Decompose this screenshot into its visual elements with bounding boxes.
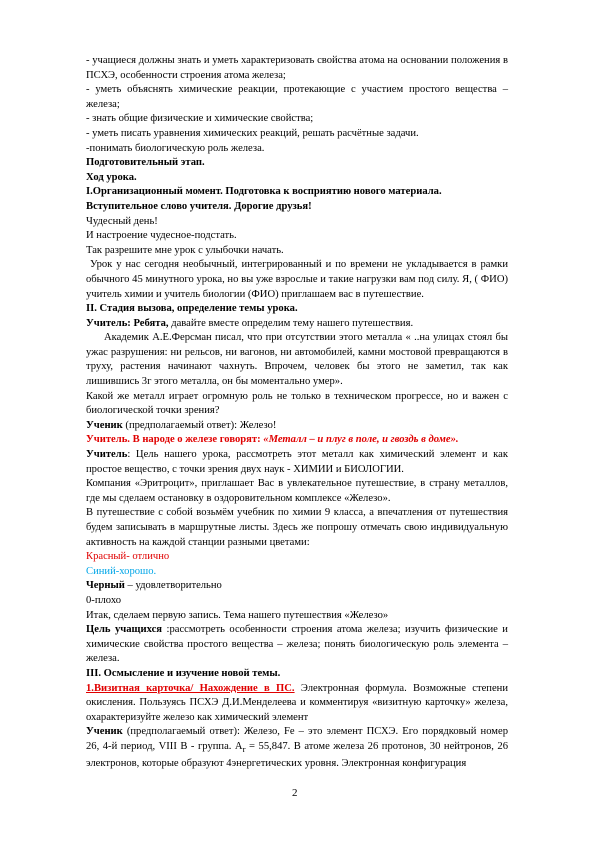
page-number: 2: [292, 787, 298, 799]
teacher-proverb-label: Учитель. В народе о железе говорят:: [86, 434, 264, 446]
teacher-goal-label: Учитель: [86, 449, 128, 461]
subscript-r: r: [242, 744, 246, 755]
heading-challenge-stage: II. Стадия вызова, определение темы урока.: [86, 303, 298, 315]
grade-black: [86, 579, 508, 594]
heading-organizational-moment: I.Организационный момент. Подготовка к восприятию нового материала.: [86, 186, 442, 198]
document-page: [86, 54, 508, 771]
intro-paragraph: Урок у нас сегодня необычный, интегрированный и по времени не укладывается в рамки обычного 45 минутного урока, но вы уже взрослые и такие нагрузки вам под силу. Я, ( ФИО) учитель химии и учитель биологии (ФИО) приглашаем вас в путешествие.: [86, 259, 508, 300]
heading-lesson-flow: Ход урока.: [86, 171, 137, 183]
poem-line-3: Так разрешите мне урок с улыбочки начать.: [86, 244, 284, 256]
company-invitation: Компания «Эритроцит», приглашает Вас в увлекательное путешествие, в страну металлов, где мы сделаем остановку в оздоровительном комплексе «Железо».: [86, 478, 508, 504]
students-goal: [86, 623, 508, 667]
student-answer-2-text: (предполагаемый ответ): Железо, Fe – это элемент ПСХЭ. Его порядковый номер 26, 4-й период, VIII В - группа. A: [86, 726, 508, 752]
poem-line-2: И настроение чудесное-подстать.: [86, 230, 237, 242]
student-answer-2-rest: = 55,847. В атоме железа 26 протонов, 30 нейтронов, 26 электронов, которые образуют 4энергетических уровня. Электронная конфигурация: [86, 740, 509, 769]
proverb-text: «Металл – и плуг в поле, и гвоздь в доме».: [263, 434, 459, 446]
teacher-topic-text: давайте вместе определим тему нашего путешествия.: [168, 317, 414, 329]
heading-new-topic: III. Осмысление и изучение новой темы.: [86, 667, 281, 679]
grade-black-label: Черный: [86, 580, 125, 592]
journey-instructions: В путешествие с собой возьмём учебник по химии 9 класса, а впечатления от путешествия будем записывать в маршрутные листы. Здесь же попрошу отмечать свою индивидуальную активность на каждой станции разными цветами:: [86, 507, 508, 548]
business-card-task: [86, 682, 508, 726]
objective-1: - учащиеся должны знать и уметь характеризовать свойства атома на основании положения в ПСХЭ, особенности строения атома железа;: [86, 55, 508, 81]
grade-blue: Синий-хорошо.: [86, 565, 157, 577]
business-card-label: 1.Визитная карточка/ Нахождение в ПС.: [86, 682, 295, 694]
students-goal-label: Цель учащихся: [86, 624, 163, 636]
lesson-goal-paragraph: [86, 448, 508, 477]
objective-5: -понимать биологическую роль железа.: [86, 142, 265, 154]
student-answer-1: [86, 419, 508, 434]
business-card-text: Электронная формула. Возможные степени окисления. Пользуясь ПСХЭ Д.И.Менделеева и комментируя «визитную карточку» железа, охарактеризуйте железо как химический элемент: [86, 682, 508, 723]
poem-line-1: Чудесный день!: [86, 215, 158, 227]
grade-zero: 0-плохо: [86, 594, 122, 606]
student-label-2: Ученик: [86, 726, 123, 738]
objective-4: - уметь писать уравнения химических реакций, решать расчётные задачи.: [86, 127, 419, 139]
grade-red: Красный- отлично: [86, 551, 170, 563]
heading-preparatory-stage: Подготовительный этап.: [86, 157, 205, 169]
grade-black-text: – удовлетворительно: [124, 580, 222, 592]
objective-3: - знать общие физические и химические свойства;: [86, 113, 314, 125]
student-answer-text: (предполагаемый ответ): Железо!: [122, 419, 277, 431]
students-goal-text: :рассмотреть особенности строения атома железа; изучить физические и химические свойства простого вещества – железа; понять биологическую роль элемента – железа.: [86, 624, 508, 665]
teacher-label: Учитель: Ребята,: [86, 317, 169, 329]
teacher-topic-line: [86, 317, 508, 332]
teacher-proverb: [86, 433, 508, 448]
lesson-goal-text: : Цель нашего урока, рассмотреть этот металл как химический элемент и как простое вещество, с точки зрения двух наук - ХИМИИ и БИОЛОГИИ.: [86, 449, 508, 475]
first-note: Итак, сделаем первую запись. Тема нашего путешествия «Железо»: [86, 609, 389, 621]
fersman-quote: Академик А.Е.Ферсман писал, что при отсутствии этого металла « ..на улицах стоял бы ужас разрушения: ни рельсов, ни вагонов, ни автомобилей, камни мостовой превращаются в труху, растения начинают чахнуть. Впрочем, человек бы этого не заметил, так как лишившись 3г этого металла, он бы моментально умер».: [86, 332, 508, 388]
student-label: Ученик: [86, 419, 123, 431]
objective-2: - уметь объяснять химические реакции, протекающие с участием простого вещества – железа;: [86, 84, 508, 110]
student-answer-2: [86, 725, 508, 771]
teacher-intro: [86, 200, 508, 215]
teacher-intro-text: Вступительное слово учителя. Дорогие друзья!: [86, 200, 312, 212]
question-paragraph: Какой же металл играет огромную роль не только в техническом прогрессе, но и важен с биологической точки зрения?: [86, 390, 508, 417]
